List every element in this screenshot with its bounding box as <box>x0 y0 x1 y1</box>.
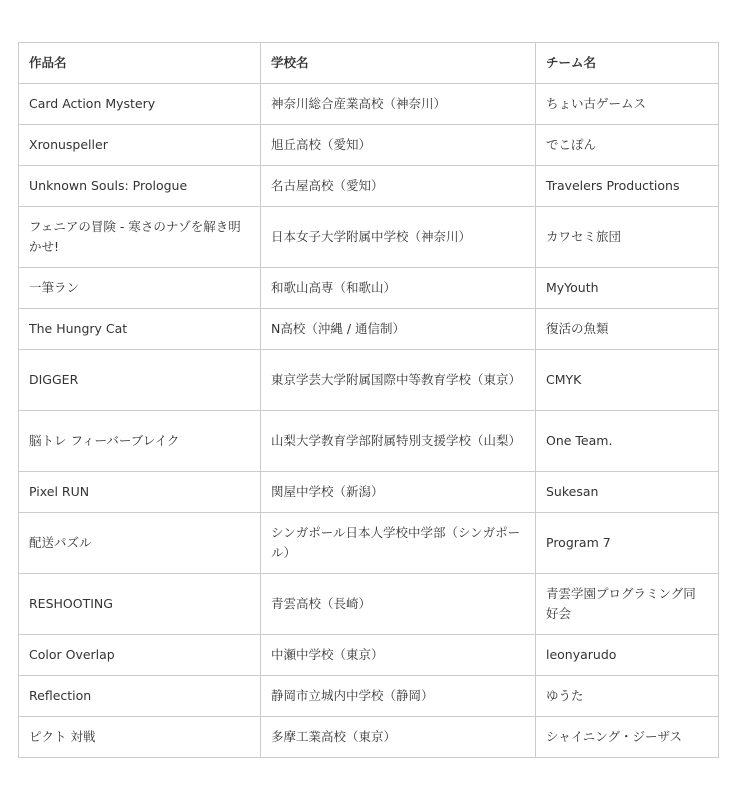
table-row <box>19 411 719 472</box>
table-row <box>19 207 719 268</box>
work-cell: The Hungry Cat <box>19 309 261 350</box>
work-cell: DIGGER <box>19 350 261 411</box>
school-cell: 和歌山高専（和歌山） <box>261 268 536 309</box>
school-cell: 中瀬中学校（東京） <box>261 635 536 676</box>
team-cell: ちょい古ゲームス <box>536 84 719 125</box>
work-cell: 配送パズル <box>19 513 261 574</box>
work-cell: Reflection <box>19 676 261 717</box>
work-cell: 一筆ラン <box>19 268 261 309</box>
column-header-school: 学校名 <box>261 43 536 84</box>
table-row <box>19 472 719 513</box>
table-row <box>19 125 719 166</box>
school-cell: 静岡市立城内中学校（静岡） <box>261 676 536 717</box>
school-cell: 旭丘高校（愛知） <box>261 125 536 166</box>
team-cell: One Team. <box>536 411 719 472</box>
entries-table <box>18 42 719 758</box>
work-cell: ピクト 対戦 <box>19 717 261 758</box>
table-row <box>19 268 719 309</box>
work-cell: Unknown Souls: Prologue <box>19 166 261 207</box>
work-cell: 脳トレ フィーバーブレイク <box>19 411 261 472</box>
work-cell: Xronuspeller <box>19 125 261 166</box>
table-row <box>19 676 719 717</box>
school-cell: シンガポール日本人学校中学部（シンガポール） <box>261 513 536 574</box>
table-row <box>19 84 719 125</box>
work-cell: Card Action Mystery <box>19 84 261 125</box>
team-cell: ゆうた <box>536 676 719 717</box>
team-cell: CMYK <box>536 350 719 411</box>
team-cell: カワセミ旅団 <box>536 207 719 268</box>
school-cell: 名古屋高校（愛知） <box>261 166 536 207</box>
work-cell: フェニアの冒険 - 寒さのナゾを解き明かせ! <box>19 207 261 268</box>
work-cell: Pixel RUN <box>19 472 261 513</box>
table-row <box>19 717 719 758</box>
team-cell: Sukesan <box>536 472 719 513</box>
table-row <box>19 309 719 350</box>
table-row <box>19 513 719 574</box>
school-cell: 多摩工業高校（東京） <box>261 717 536 758</box>
team-cell: Program 7 <box>536 513 719 574</box>
table-row <box>19 350 719 411</box>
work-cell: Color Overlap <box>19 635 261 676</box>
team-cell: 青雲学園プログラミング同好会 <box>536 574 719 635</box>
school-cell: 神奈川総合産業高校（神奈川） <box>261 84 536 125</box>
team-cell: Travelers Productions <box>536 166 719 207</box>
table-row <box>19 635 719 676</box>
table-row <box>19 166 719 207</box>
table-header-row <box>19 43 719 84</box>
team-cell: でこぽん <box>536 125 719 166</box>
work-cell: RESHOOTING <box>19 574 261 635</box>
school-cell: 東京学芸大学附属国際中等教育学校（東京） <box>261 350 536 411</box>
table-row <box>19 574 719 635</box>
team-cell: leonyarudo <box>536 635 719 676</box>
team-cell: 復活の魚類 <box>536 309 719 350</box>
school-cell: 関屋中学校（新潟） <box>261 472 536 513</box>
school-cell: 山梨大学教育学部附属特別支援学校（山梨） <box>261 411 536 472</box>
column-header-work: 作品名 <box>19 43 261 84</box>
team-cell: シャイニング・ジーザス <box>536 717 719 758</box>
team-cell: MyYouth <box>536 268 719 309</box>
school-cell: N高校（沖縄 / 通信制） <box>261 309 536 350</box>
school-cell: 青雲高校（長崎） <box>261 574 536 635</box>
school-cell: 日本女子大学附属中学校（神奈川） <box>261 207 536 268</box>
column-header-team: チーム名 <box>536 43 719 84</box>
